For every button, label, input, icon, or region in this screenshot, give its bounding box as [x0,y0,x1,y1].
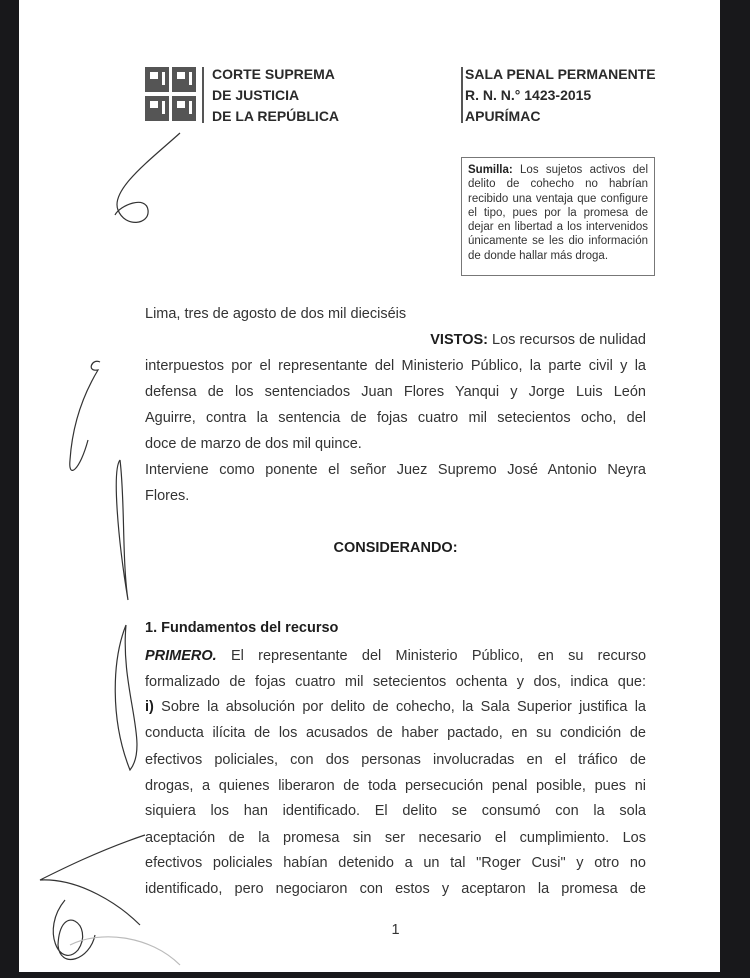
court-line: CORTE SUPREMA [212,66,335,82]
text-line: Aguirre, contra la sentencia de fojas cuatro mil setecientos ocho, del [145,410,646,426]
text-line: aceptación de la promesa sin ser necesario el cumplimiento. Los [145,830,646,846]
case-divider [461,67,463,123]
primero-label: PRIMERO. [145,648,217,664]
case-number: R. N. N.° 1423-2015 [465,87,592,103]
text-line: identificado, pero negociaron con estos y aceptaron la promesa de [145,881,646,897]
judiciary-logo [145,67,197,121]
text-line: efectivos policiales, con dos personas involucradas en el tráfico de [145,752,646,768]
text-line: doce de marzo de dos mil quince. [145,436,362,452]
item-label: i) [145,699,154,715]
text: Sobre la absolución por delito de cohecho, la Sala Superior justifica la [161,699,646,715]
text: Los recursos de nulidad [492,332,646,348]
text-line: Flores. [145,488,190,504]
sumilla-label: Sumilla: [468,164,513,176]
sumilla-box [461,157,655,276]
date-line: Lima, tres de agosto de dos mil dieciséis [145,306,407,322]
sumilla-text: Los sujetos activos del delito de cohecho no habrían recibido una ventaja que configure el tipo, pues por la promesa de dejar en libertad a los intervenidos únicamente se les dio información de donde hallar más droga. [468,164,649,262]
page-number: 1 [391,922,400,938]
court-line: DE LA REPÚBLICA [212,108,340,124]
item-line [145,697,646,717]
section-title: 1. Fundamentos del recurso [145,620,339,636]
text: El representante del Ministerio Público, en su recurso [230,648,647,664]
header-divider [202,67,204,123]
text-line: defensa de los sentenciados Juan Flores Yanqui y Jorge Luis León [145,384,646,400]
text-line: interpuestos por el representante del Ministerio Público, la parte civil y la [145,358,646,374]
chamber: SALA PENAL PERMANENTE [465,66,656,82]
vistos-label: VISTOS: [430,332,488,348]
case-info [465,64,656,127]
considerando-heading: CONSIDERANDO: [333,540,458,556]
text-line: drogas, a quienes liberaron de toda persecución penal posible, pues ni [145,778,646,794]
vistos-line [145,330,646,350]
jurisdiction: APURÍMAC [465,108,541,124]
text-line: conducta ilícita de los acusados de haber pactado, en su condición de [145,725,646,741]
text-line: efectivos policiales habían detenido a un tal "Roger Cusi" y otro no [145,855,646,871]
primero-line [145,646,646,666]
text-line: formalizado de fojas cuatro mil setecientos ochenta y dos, indica que: [145,674,646,690]
court-name [212,64,339,127]
text-line: siquiera los han identificado. El delito se consumó con la sola [145,803,646,819]
court-line: DE JUSTICIA [212,87,300,103]
text-line: Interviene como ponente el señor Juez Supremo José Antonio Neyra [145,462,646,478]
